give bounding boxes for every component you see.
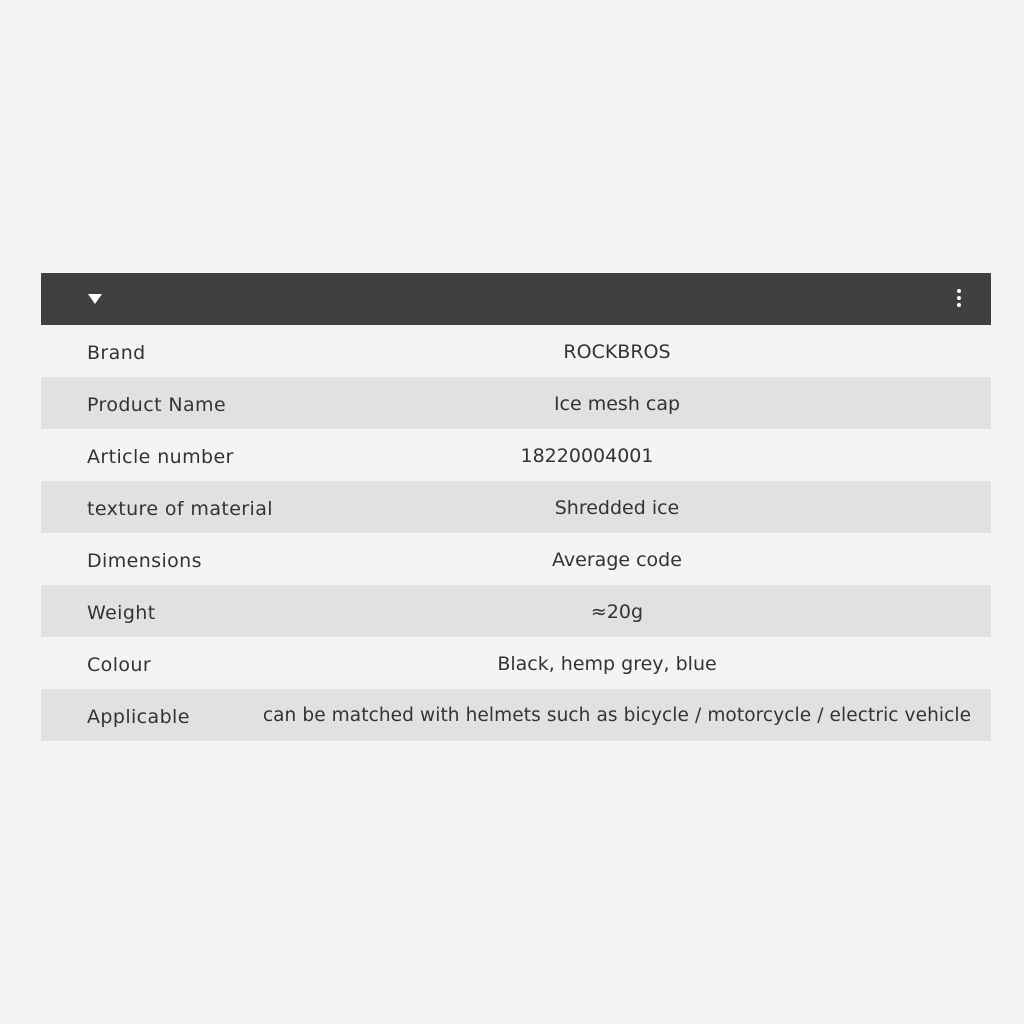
spec-value: ≈20g [590,601,644,623]
spec-value: Shredded ice [554,497,680,519]
spec-row-material [41,481,991,533]
spec-label: texture of material [87,498,273,520]
spec-row-product-name [41,377,991,429]
spec-table [41,273,991,741]
spec-label: Article number [87,446,234,468]
spec-value: can be matched with helmets such as bicycle / motorcycle / electric vehicle [262,705,972,726]
spec-label: Dimensions [87,550,202,572]
spec-value: Black, hemp grey, blue [497,653,717,675]
vertical-dots-icon[interactable] [949,287,969,311]
spec-label: Product Name [87,394,227,416]
spec-value: Ice mesh cap [553,393,681,415]
spec-label: Applicable [87,706,190,728]
spec-label: Brand [87,342,146,364]
triangle-down-icon[interactable] [87,292,103,306]
spec-row-colour [41,637,991,689]
spec-row-brand [41,325,991,377]
spec-label: Colour [87,654,152,676]
spec-value: 18220004001 [520,445,654,467]
spec-table-header [41,273,991,325]
spec-row-article-number [41,429,991,481]
spec-value: Average code [552,549,682,571]
spec-label: Weight [87,602,156,624]
spec-row-weight [41,585,991,637]
spec-row-dimensions [41,533,991,585]
spec-value: ROCKBROS [563,341,671,363]
spec-row-applicable [41,689,991,741]
